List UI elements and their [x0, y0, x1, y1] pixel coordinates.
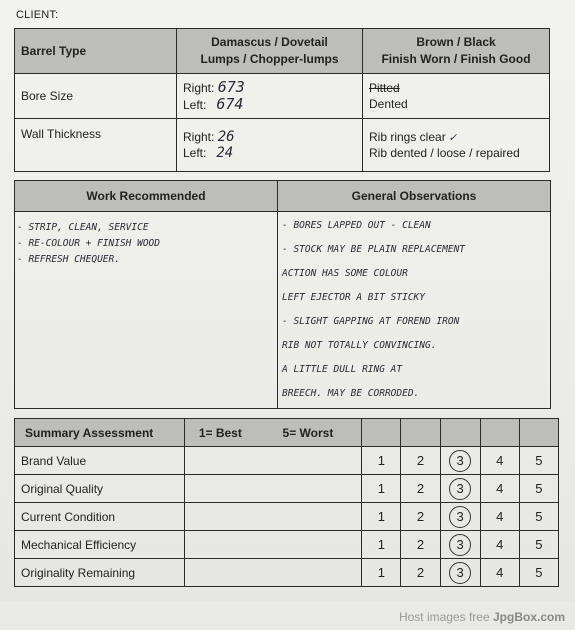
scale-header-1 — [362, 419, 401, 447]
rating-cell[interactable] — [440, 503, 480, 531]
rating-value: 4 — [496, 537, 504, 552]
work-item: - RE-COLOUR + FINISH WOOD — [17, 238, 160, 249]
work-recommended-header: Work Recommended — [15, 181, 278, 212]
rating-cell[interactable] — [440, 475, 480, 503]
observation-item: - SLIGHT GAPPING AT FOREND IRON — [282, 316, 460, 327]
client-label: CLIENT: — [16, 9, 59, 21]
rating-value: 1 — [377, 509, 385, 524]
summary-row-notes — [184, 531, 361, 559]
wall-left-value: 24 — [216, 145, 234, 161]
rib-condition — [363, 119, 550, 172]
rating-value: 3 — [449, 478, 471, 500]
rating-cell[interactable] — [401, 559, 440, 587]
bore-size-label: Bore Size — [15, 74, 177, 119]
rating-cell[interactable] — [401, 531, 440, 559]
rating-value: 3 — [449, 562, 471, 584]
summary-table — [14, 418, 559, 587]
scale-header-4 — [480, 419, 519, 447]
wall-left-label: Left: — [183, 146, 207, 160]
finish-line1: Brown / Black — [416, 35, 496, 49]
summary-row-notes — [184, 503, 361, 531]
barrel-type-header: Barrel Type — [15, 29, 177, 74]
footer-prefix: Host images free — [398, 610, 490, 624]
summary-row — [15, 531, 559, 559]
rating-cell[interactable] — [362, 559, 401, 587]
work-observations-table — [14, 180, 551, 409]
work-list — [15, 212, 277, 268]
rating-cell[interactable] — [480, 559, 519, 587]
rating-value: 4 — [496, 453, 504, 468]
summary-row — [15, 475, 559, 503]
rating-cell[interactable] — [519, 559, 558, 587]
rating-value: 5 — [535, 537, 543, 552]
bore-right-value: 673 — [217, 78, 245, 96]
rating-value: 2 — [416, 453, 425, 468]
rating-value: 3 — [449, 450, 471, 472]
rating-value: 2 — [416, 509, 425, 524]
barrel-table — [14, 28, 550, 172]
rating-value: 3 — [449, 506, 471, 528]
summary-row-notes — [184, 559, 361, 587]
rating-value: 5 — [535, 481, 543, 496]
rating-cell[interactable] — [401, 475, 440, 503]
bore-condition — [363, 74, 550, 119]
wall-thickness-values — [177, 119, 363, 172]
damascus-header — [177, 29, 363, 74]
summary-row-label: Mechanical Efficiency — [15, 531, 185, 559]
summary-row-label: Originality Remaining — [15, 559, 185, 587]
rib-dented-text: Rib dented / loose / repaired — [369, 146, 520, 160]
scale-legend — [184, 419, 361, 447]
rating-value: 5 — [535, 565, 543, 580]
bore-left-label: Left: — [183, 98, 207, 112]
observation-item: A LITTLE DULL RING AT — [282, 364, 403, 375]
summary-row-notes — [184, 447, 361, 475]
work-recommended-body — [15, 212, 278, 409]
rating-value: 4 — [496, 481, 504, 496]
damascus-line1: Damascus / Dovetail — [211, 35, 328, 49]
rating-cell[interactable] — [401, 503, 440, 531]
wall-right-label: Right: — [183, 130, 215, 144]
summary-row-label: Original Quality — [15, 475, 185, 503]
general-observations-body — [278, 212, 551, 409]
rating-cell[interactable] — [440, 447, 480, 475]
summary-assessment-header: Summary Assessment — [15, 419, 185, 447]
rating-cell[interactable] — [440, 531, 480, 559]
summary-row — [15, 447, 559, 475]
rating-cell[interactable] — [519, 475, 558, 503]
work-item: - STRIP, CLEAN, SERVICE — [17, 222, 149, 233]
wall-right-value: 26 — [217, 129, 235, 145]
rating-cell[interactable] — [480, 447, 519, 475]
rating-value: 1 — [377, 481, 385, 496]
rating-cell[interactable] — [362, 447, 401, 475]
rating-cell[interactable] — [401, 447, 440, 475]
finish-header — [363, 29, 550, 74]
bore-size-values — [177, 74, 363, 119]
summary-row — [15, 503, 559, 531]
footer-watermark — [399, 610, 565, 624]
work-item: - REFRESH CHEQUER. — [17, 254, 120, 265]
rating-value: 1 — [377, 537, 385, 552]
pitted-text: Pitted — [369, 81, 400, 95]
rating-value: 2 — [416, 481, 425, 496]
rating-value: 5 — [535, 509, 543, 524]
rating-cell[interactable] — [440, 559, 480, 587]
rating-cell[interactable] — [362, 531, 401, 559]
best-label: 1= Best — [198, 425, 242, 440]
rating-cell[interactable] — [519, 503, 558, 531]
rating-value: 4 — [496, 565, 504, 580]
observation-item: - STOCK MAY BE PLAIN REPLACEMENT — [282, 244, 466, 255]
finish-line2: Finish Worn / Finish Good — [381, 52, 531, 66]
observation-item: RIB NOT TOTALLY CONVINCING. — [282, 340, 437, 351]
bore-right-label: Right: — [183, 81, 215, 95]
tick-icon: ✓ — [449, 130, 457, 144]
rating-value: 3 — [449, 534, 471, 556]
rib-clear-text: Rib rings clear — [369, 130, 446, 144]
bore-left-value: 674 — [216, 95, 244, 113]
footer-brand[interactable]: JpgBox.com — [492, 610, 565, 624]
dented-text: Dented — [369, 97, 408, 111]
general-observations-header: General Observations — [278, 181, 551, 212]
observation-item: LEFT EJECTOR A BIT STICKY — [282, 292, 425, 303]
scale-header-5 — [519, 419, 558, 447]
rating-value: 1 — [377, 565, 385, 580]
rating-cell[interactable] — [480, 531, 519, 559]
observations-list — [278, 212, 550, 406]
scale-header-2 — [401, 419, 440, 447]
observation-item: BREECH. MAY BE CORRODED. — [282, 388, 420, 399]
rating-cell[interactable] — [480, 503, 519, 531]
summary-row-notes — [184, 475, 361, 503]
summary-row-label: Brand Value — [15, 447, 185, 475]
rating-value: 5 — [535, 453, 543, 468]
rating-cell[interactable] — [519, 447, 558, 475]
scale-header-3 — [440, 419, 480, 447]
wall-thickness-label: Wall Thickness — [15, 119, 177, 172]
observation-item: - BORES LAPPED OUT - CLEAN — [282, 220, 431, 231]
worst-label: 5= Worst — [282, 425, 334, 440]
summary-row — [15, 559, 559, 587]
rating-cell[interactable] — [480, 475, 519, 503]
rating-value: 2 — [416, 537, 425, 552]
damascus-line2: Lumps / Chopper-lumps — [200, 52, 339, 66]
rating-cell[interactable] — [519, 531, 558, 559]
rating-value: 2 — [416, 565, 425, 580]
rating-value: 1 — [377, 453, 385, 468]
rating-value: 4 — [496, 509, 504, 524]
rating-cell[interactable] — [362, 475, 401, 503]
summary-row-label: Current Condition — [15, 503, 185, 531]
rating-cell[interactable] — [362, 503, 401, 531]
observation-item: ACTION HAS SOME COLOUR — [282, 268, 408, 279]
